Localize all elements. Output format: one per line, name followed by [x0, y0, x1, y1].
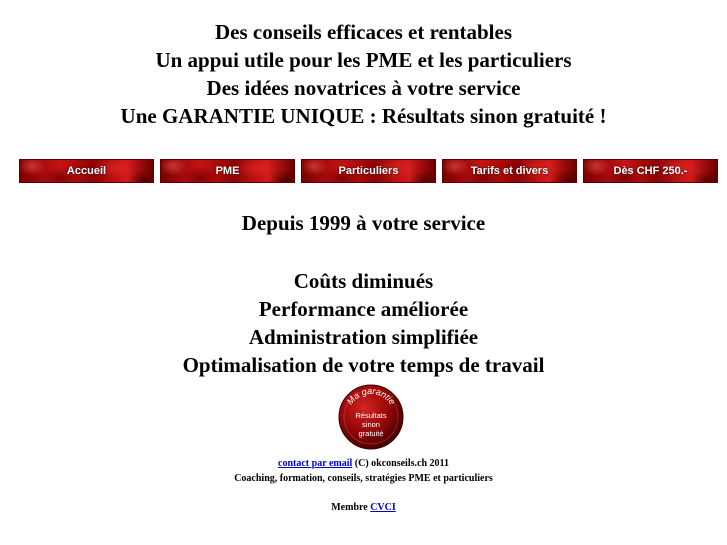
- since-heading: Depuis 1999 à votre service: [241, 211, 486, 235]
- member-label: Membre: [331, 502, 371, 513]
- tagline-2: Un appui utile pour les PME et les particuliers: [155, 48, 572, 72]
- tagline-3: Des idées novatrices à votre service: [206, 76, 521, 100]
- nav-bar: [19, 159, 719, 183]
- contact-email-link[interactable]: contact par email: [278, 458, 353, 469]
- nav-button-tarifs[interactable]: Tarifs et divers: [442, 159, 577, 183]
- badge-line-1: Résultats: [355, 411, 387, 420]
- benefit-item: Performance améliorée: [258, 297, 469, 321]
- badge-line-3: gratuité: [358, 429, 384, 438]
- badge-line-2: sinon: [362, 420, 380, 429]
- badge-arc-text: Ma garantie: [344, 385, 398, 407]
- footer-services-line: Coaching, formation, conseils, stratégies PME et particuliers: [234, 473, 493, 484]
- tagline-1: Des conseils efficaces et rentables: [214, 20, 513, 44]
- cvci-link[interactable]: CVCI: [370, 502, 396, 513]
- nav-button-pme[interactable]: PME: [160, 159, 295, 183]
- tagline-4: Une GARANTIE UNIQUE : Résultats sinon gratuité !: [120, 104, 607, 128]
- nav-button-prix[interactable]: Dès CHF 250.-: [583, 159, 718, 183]
- copyright-text: (C) okconseils.ch 2011: [352, 458, 449, 469]
- footer-contact-line: [0, 458, 727, 469]
- benefits-list: [0, 267, 727, 379]
- benefit-item: Administration simplifiée: [248, 325, 479, 349]
- guarantee-badge-icon: [338, 384, 404, 450]
- benefit-item: Coûts diminués: [293, 269, 434, 293]
- footer-member-line: [0, 502, 727, 513]
- benefit-item: Optimalisation de votre temps de travail: [182, 353, 545, 377]
- tagline-block: [0, 18, 727, 130]
- nav-button-particuliers[interactable]: Particuliers: [301, 159, 436, 183]
- nav-button-accueil[interactable]: Accueil: [19, 159, 154, 183]
